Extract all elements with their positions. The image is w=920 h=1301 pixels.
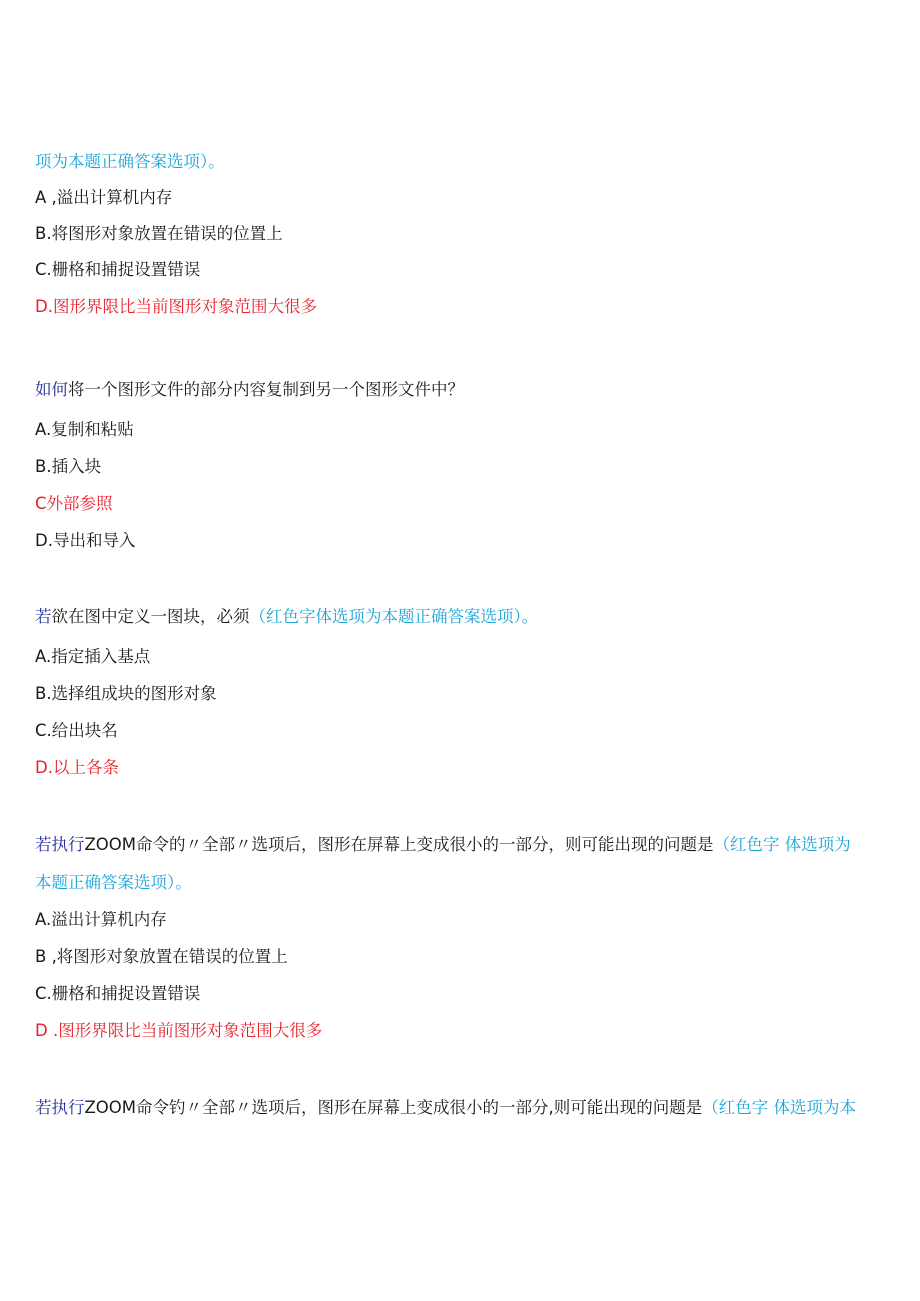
option-d-answer: D.图形界限比当前图形对象范围大很多 — [35, 297, 317, 316]
question-lead: 若 — [35, 607, 52, 626]
question-2 — [35, 379, 895, 401]
option-a: A ,溢出计算机内存 — [35, 188, 173, 207]
question-text: 欲在图中定义一图块，必须 — [51, 607, 250, 626]
question-4 — [35, 834, 895, 856]
hint-continuation: 项为本题正确答案选项）。 — [35, 152, 225, 171]
option-b: B.将图形对象放置在错误的位置上 — [35, 224, 283, 243]
question-hint: （红色字体选项为本题正确答案选项）。 — [249, 607, 539, 626]
option-c: C.给出块名 — [35, 721, 118, 740]
question-lead: 如何 — [35, 380, 68, 399]
option-c: C.栅格和捕捉设置错误 — [35, 260, 201, 279]
question-lead: 若执行 — [35, 835, 85, 854]
option-a: A.复制和粘贴 — [35, 420, 134, 439]
option-d-answer: D.以上各条 — [35, 758, 119, 777]
option-d: D.导出和导入 — [35, 531, 136, 550]
question-3 — [35, 606, 895, 628]
option-a: A.溢出计算机内存 — [35, 910, 167, 929]
option-c: C.栅格和捕捉设置错误 — [35, 984, 201, 1003]
question-hint: （红色字 体选项为 — [713, 835, 851, 854]
option-b: B.选择组成块的图形对象 — [35, 684, 217, 703]
option-d-answer: D .图形界限比当前图形对象范围大很多 — [35, 1021, 323, 1040]
question-text: ZOOM命令钓〃全部〃选项后，图形在屏幕上变成很小的一部分,则可能出现的问题是 — [84, 1098, 703, 1117]
option-b: B.插入块 — [35, 457, 102, 476]
question-text: ZOOM命令的〃全部〃选项后，图形在屏幕上变成很小的一部分，则可能出现的问题是 — [84, 835, 714, 854]
question-lead: 若执行 — [35, 1098, 85, 1117]
option-a: A.指定插入基点 — [35, 647, 151, 666]
option-c-answer: C外部参照 — [35, 494, 113, 513]
question-text: 将一个图形文件的部分内容复制到另一个图形文件中？ — [68, 380, 464, 399]
hint-continuation: 本题正确答案选项）。 — [35, 873, 192, 892]
option-b: B ,将图形对象放置在错误的位置上 — [35, 947, 288, 966]
question-hint: （红色字 体选项为本 — [702, 1098, 857, 1117]
question-5 — [35, 1097, 895, 1119]
